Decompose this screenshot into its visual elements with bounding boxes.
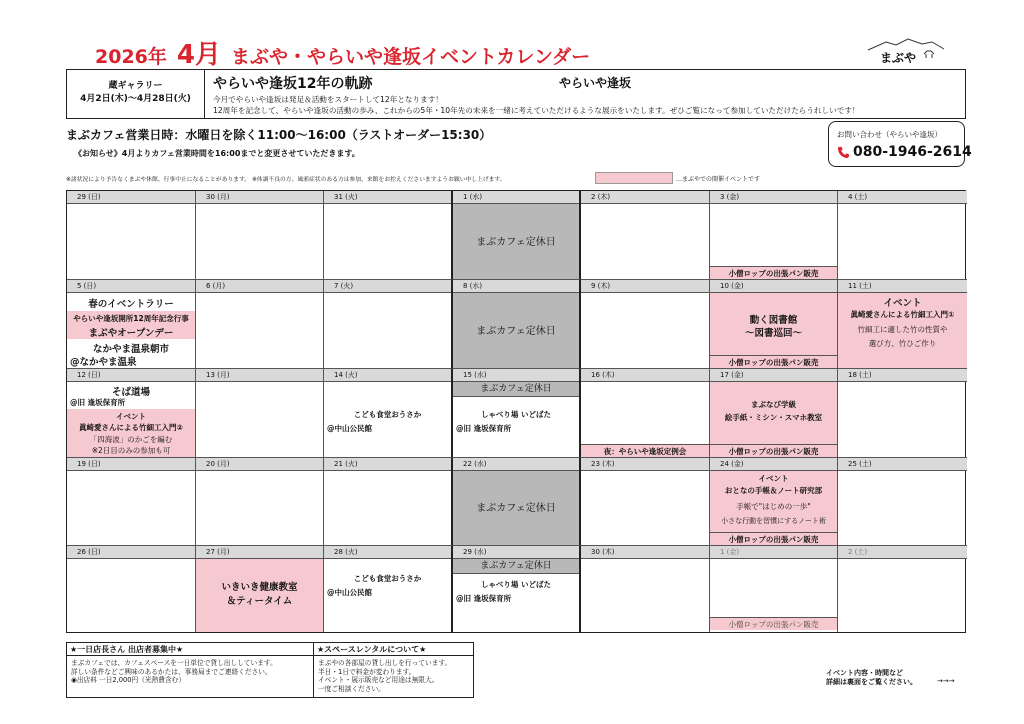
recruit-heading: ★一日店長さん 出店者募集中★ (67, 643, 313, 656)
rental-text: イベント・展示販売など用途は無限大。 (318, 676, 439, 684)
day-cell (710, 369, 838, 458)
event-title: いきいき健康教室 (221, 582, 298, 593)
rental-heading: ★スペースレンタルについて★ (314, 643, 473, 656)
date-header: 25 (土) (838, 458, 967, 471)
space-rental-box (313, 642, 474, 698)
exhibit-title: やらいや逢坂12年の軌跡 (213, 76, 373, 92)
rental-text: 一度ご相談ください。 (318, 684, 385, 693)
date-header: 11 (土) (838, 280, 967, 293)
event-venue: @旧 逢坂保育所 (70, 398, 126, 407)
day-cell (453, 458, 581, 546)
date-header: 10 (金) (710, 280, 837, 293)
event-detail: ※2日目のみの参加も可 (91, 446, 171, 455)
date-header: 30 (木) (581, 546, 709, 559)
recruit-text: まぶカフェでは、カフェスペースを一日単位で貸し出ししています。 (71, 659, 277, 667)
date-header: 2 (木) (581, 191, 709, 204)
day-cell (581, 458, 710, 546)
day-cell (324, 369, 453, 458)
day-cell (710, 191, 838, 280)
exhibit-description (213, 94, 860, 116)
event-title: そば道場 (111, 387, 150, 398)
disclaimer: ※諸状況により予告なくまぶや休館、行事中止になることがあります。 ※体調不良の方、風邪症状のある方は参加、来館をお控えくださいますようお願い申し上げます。 (66, 177, 506, 183)
cafe-closed-label: まぶカフェ定休日 (476, 503, 556, 515)
date-header: 26 (日) (67, 546, 195, 559)
legend-swatch (595, 172, 673, 184)
rental-text: まぶやの各部屋の貸し出しを行っています。 (318, 659, 452, 667)
footnote-line: イベント内容・時間など (826, 669, 903, 677)
event-title: 眞崎愛さんによる竹細工入門② (79, 423, 183, 432)
cafe-notice: 《お知らせ》4月よりカフェ営業時間を16:00までと変更させていただきます。 (74, 149, 360, 158)
event-title: しゃべり場 いどばた (480, 410, 552, 419)
event-label: イベント (116, 412, 146, 421)
date-header: 1 (水) (453, 191, 579, 204)
day-cell (196, 369, 324, 458)
recruit-fee: ◉出店料 一日2,000円（光熱費含む） (71, 676, 186, 684)
day-cell (324, 546, 453, 632)
day-cell (581, 546, 710, 632)
day-cell (67, 458, 196, 546)
date-header: 4 (土) (838, 191, 967, 204)
date-header: 5 (日) (67, 280, 195, 293)
bread-sale-label: 小僧ロップの出張パン販売 (710, 532, 837, 545)
date-header: 3 (金) (710, 191, 837, 204)
date-header: 9 (木) (581, 280, 709, 293)
event-detail: 「四海波」のかごを編む (89, 435, 173, 444)
date-header: 13 (月) (196, 369, 323, 382)
exhibit-desc-line: 今月でやらいや逢坂は発足＆活動をスタートして12年となります！ (213, 95, 443, 104)
title-main: まぶや・やらいや逢坂イベントカレンダー (230, 46, 591, 68)
day-cell (581, 369, 710, 458)
gallery-label (67, 70, 205, 118)
date-header: 19 (日) (67, 458, 195, 471)
cafe-closed-label: まぶカフェ定休日 (453, 559, 579, 574)
event-subtitle: ＆ティータイム (226, 596, 293, 607)
event-subtitle: 絵手紙・ミシン・スマホ教室 (724, 413, 823, 422)
cafe-closed-label: まぶカフェ定休日 (476, 325, 556, 337)
contact-phone[interactable] (837, 144, 972, 160)
day-cell (67, 369, 196, 458)
event-title: おとなの手帳＆ノート研究部 (724, 486, 823, 495)
day-cell (453, 369, 581, 458)
mabuya-logo (866, 36, 946, 66)
logo-text: まぶや (880, 51, 917, 65)
event-calendar (66, 190, 966, 633)
day-cell (838, 369, 967, 458)
evening-meeting-label: 夜：やらいや逢坂定例会 (581, 444, 709, 457)
rental-text: 半日・1日で料金が変わります。 (318, 667, 416, 676)
day-cell (710, 458, 838, 546)
date-header: 15 (水) (453, 369, 579, 382)
day-cell (838, 546, 967, 632)
event-subtitle: 〜図書巡回〜 (744, 328, 802, 339)
date-header: 17 (金) (710, 369, 837, 382)
cafe-hours: まぶカフェ営業日時：水曜日を除く11:00〜16:00（ラストオーダー15:30） (66, 128, 492, 142)
event-subtitle: やらいや逢坂開所12周年記念行事 (73, 314, 189, 323)
day-cell (196, 546, 324, 632)
date-header: 29 (水) (453, 546, 579, 559)
day-cell (710, 280, 838, 369)
event-title: まぶなび学級 (751, 400, 796, 409)
gallery-banner (66, 69, 966, 119)
arrow-right-icon: →→→ (937, 677, 955, 685)
day-cell (581, 280, 710, 369)
date-header: 2 (土) (838, 546, 967, 559)
cafe-closed-label: まぶカフェ定休日 (453, 382, 579, 397)
contact-box (828, 121, 972, 167)
bread-sale-label: 小僧ロップの出張パン販売 (710, 355, 837, 368)
recruit-text: 詳しい条件などご興味のあるかたは、事務局までご連絡ください。 (71, 667, 272, 676)
phone-icon (837, 146, 850, 159)
day-cell (196, 458, 324, 546)
title-year: 2026年 (95, 46, 167, 68)
date-header: 27 (月) (196, 546, 323, 559)
event-title: こども食堂おうさか (353, 574, 422, 583)
date-header: 28 (火) (324, 546, 451, 559)
gallery-name: 蔵ギャラリー (108, 81, 163, 91)
date-header: 31 (火) (324, 191, 451, 204)
day-cell (453, 546, 581, 632)
cafe-closed-label: まぶカフェ定休日 (476, 236, 556, 248)
date-header: 20 (月) (196, 458, 323, 471)
day-cell (324, 458, 453, 546)
event-label: イベント (883, 298, 922, 309)
date-header: 22 (水) (453, 458, 579, 471)
date-header: 24 (金) (710, 458, 837, 471)
page-title (95, 34, 591, 70)
day-cell (196, 280, 324, 369)
day-cell (453, 280, 581, 369)
event-title: 動く図書館 (749, 315, 798, 326)
event-title: こども食堂おうさか (353, 410, 422, 419)
date-header: 12 (日) (67, 369, 195, 382)
day-cell (838, 458, 967, 546)
event-venue: @旧 逢坂保育所 (456, 424, 512, 433)
day-cell (453, 191, 581, 280)
bread-sale-label: 小僧ロップの出張パン販売 (710, 266, 837, 279)
event-venue: @なかやま温泉 (70, 357, 137, 368)
day-cell (67, 191, 196, 280)
day-cell (324, 280, 453, 369)
date-header: 6 (月) (196, 280, 323, 293)
event-title: なかやま温泉朝市 (92, 344, 169, 355)
event-label: イベント (758, 474, 789, 483)
event-detail: 竹細工に適した竹の性質や (857, 325, 948, 334)
event-detail: 手帳で"はじめの一歩" (736, 502, 811, 511)
event-title: 眞崎愛さんによる竹細工入門① (850, 310, 955, 319)
exhibit-desc-line: 12周年を記念して、やらいや逢坂の活動の歩み、これからの5年・10年先の未来を一緒に考えていただけるような展示をいたします。ぜひご覧になって参加していただけたらうれしいです！ (213, 106, 860, 115)
event-title: まぶやオープンデー (88, 328, 174, 339)
exhibit-venue: やらいや逢坂 (559, 76, 632, 90)
date-header: 18 (土) (838, 369, 967, 382)
title-month: 4月 (176, 40, 221, 70)
date-header: 1 (金) (710, 546, 837, 559)
day-cell (67, 280, 196, 369)
day-cell (324, 191, 453, 280)
event-detail: 小さな行動を習慣にするノート術 (721, 517, 826, 525)
shop-recruit-box (66, 642, 314, 698)
gallery-dates: 4月2日(木)〜4月28日(火) (80, 94, 191, 104)
event-venue: @旧 逢坂保育所 (456, 594, 512, 603)
day-cell (838, 280, 967, 369)
date-header: 14 (火) (324, 369, 451, 382)
day-cell (67, 546, 196, 632)
event-detail: 選び方、竹ひご作り (868, 339, 937, 348)
day-cell (196, 191, 324, 280)
legend-text: …まぶやでの開催イベントです (676, 176, 761, 183)
phone-number: 080-1946-2614 (853, 144, 972, 160)
bread-sale-label: 小僧ロップの出張パン販売 (710, 444, 837, 457)
date-header: 16 (木) (581, 369, 709, 382)
event-venue: @中山公民館 (327, 424, 372, 433)
date-header: 21 (火) (324, 458, 451, 471)
event-title: 春のイベントラリー (88, 299, 174, 310)
contact-label: お問い合わせ（やらいや逢坂） (837, 130, 942, 139)
day-cell (710, 546, 838, 632)
date-header: 8 (水) (453, 280, 579, 293)
footnote-line: 詳細は裏面をご覧ください。 (826, 678, 917, 686)
bread-sale-label: 小僧ロップの出張パン販売 (710, 617, 837, 630)
event-venue: @中山公民館 (327, 588, 372, 597)
details-footnote (826, 669, 917, 687)
date-header: 23 (木) (581, 458, 709, 471)
date-header: 30 (月) (196, 191, 323, 204)
day-cell (838, 191, 967, 280)
day-cell (581, 191, 710, 280)
event-title: しゃべり場 いどばた (480, 580, 552, 589)
date-header: 7 (火) (324, 280, 451, 293)
date-header: 29 (日) (67, 191, 195, 204)
